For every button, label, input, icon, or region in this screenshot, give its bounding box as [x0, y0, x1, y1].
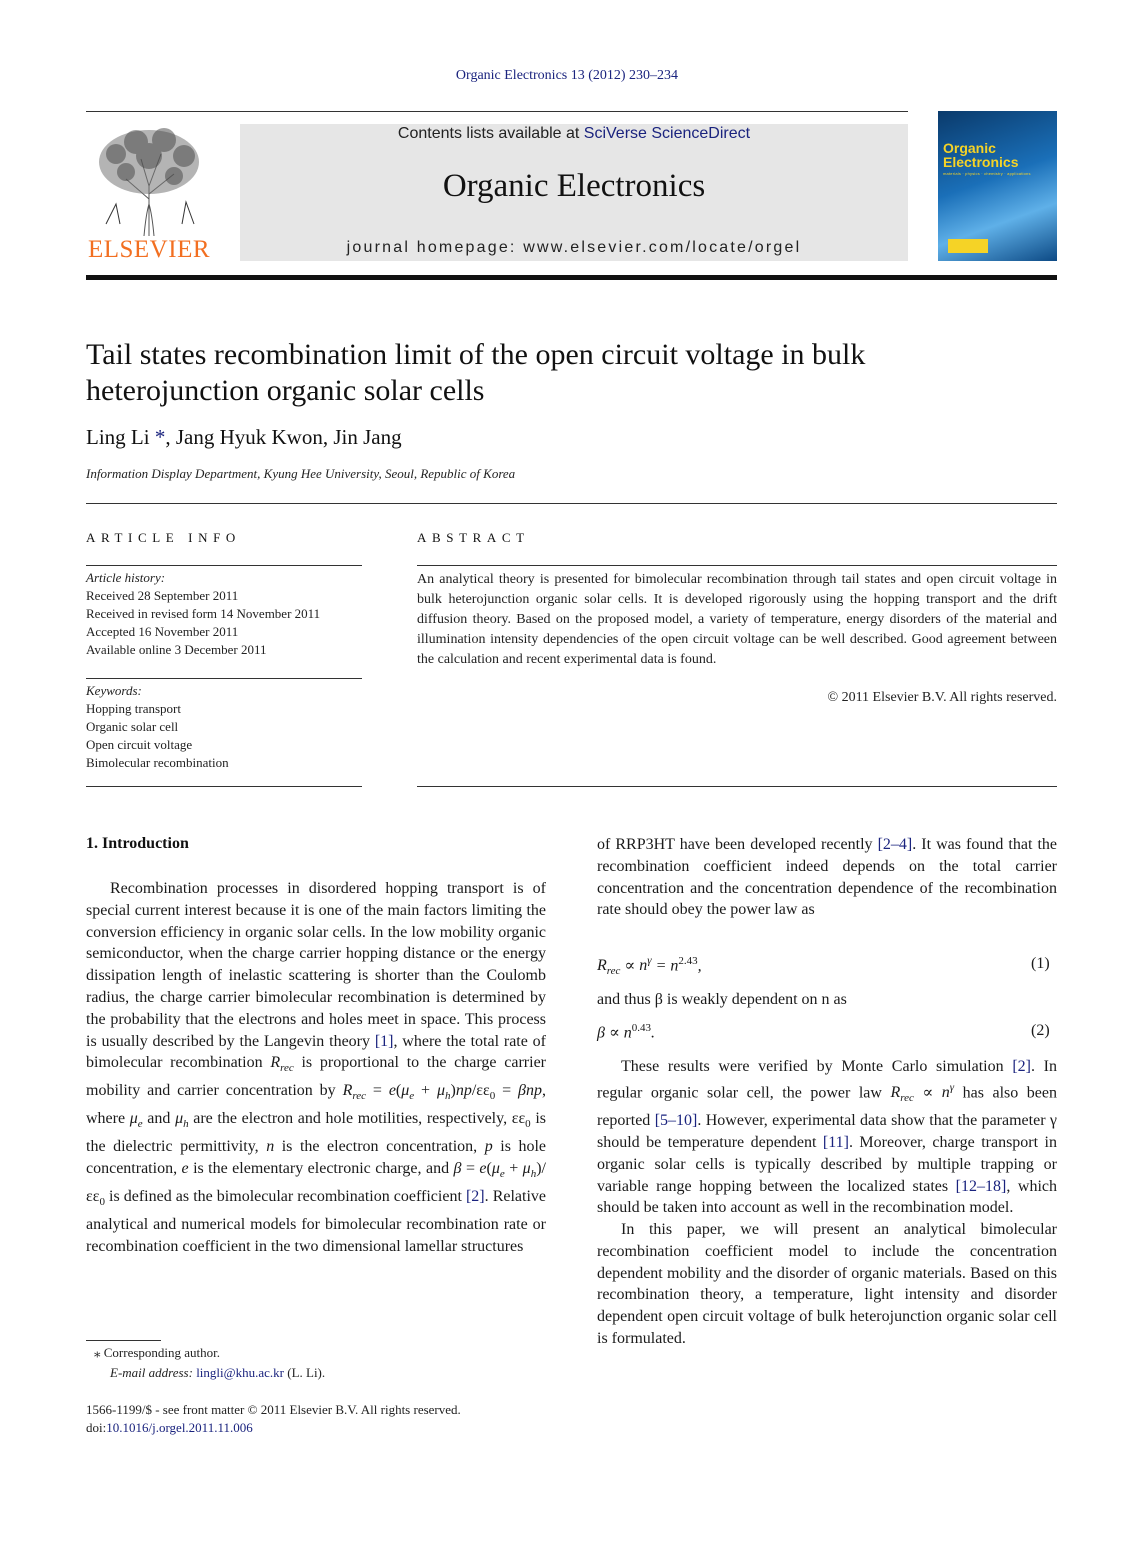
elsevier-wordmark: ELSEVIER: [87, 236, 211, 263]
footnote-marker: ⁎: [94, 1345, 101, 1360]
reference-link[interactable]: [2]: [465, 1188, 485, 1206]
journal-citation[interactable]: Organic Electronics 13 (2012) 230–234: [455, 68, 679, 83]
header-thick-rule: [86, 275, 1057, 280]
equation-bridge-text: and thus β is weakly dependent on n as: [597, 991, 847, 1008]
abstract-rule-top: [417, 565, 1057, 566]
equation-2-number: (2): [1031, 1022, 1050, 1039]
reference-link[interactable]: [2]: [1012, 1058, 1031, 1075]
journal-banner: [240, 124, 908, 261]
cover-decoration: [948, 239, 988, 253]
history-item: Accepted 16 November 2011: [86, 624, 239, 639]
doi-line: doi:10.1016/j.orgel.2011.11.006: [86, 1420, 253, 1435]
abstract-heading: ABSTRACT: [417, 530, 530, 545]
cover-title-line2: Electronics: [943, 154, 1019, 170]
journal-cover-image: [938, 111, 1057, 261]
cover-title-line1: Organic: [943, 140, 996, 156]
keyword-item: Bimolecular recombination: [86, 755, 229, 770]
email-link[interactable]: lingli@khu.ac.kr: [196, 1365, 284, 1380]
section-heading-introduction: 1. Introduction: [86, 835, 189, 852]
journal-homepage[interactable]: journal homepage: www.elsevier.com/locate/orgel: [346, 239, 802, 256]
intro-paragraph-1: Recombination processes in disordered hopping transport is of special current interest because it is one of the main factors limiting the conversion efficiency in organic solar cells. In the low mobility organic semiconductor, when the charge carrier hopping distance or the energy dissipation length of inelastic scattering is shorter than the Coulomb radius, the charge carrier bimolecular recombination is determined by the probability that the electrons and holes meet in space. This process is usually described by the Langevin theory [1], where the total rate of bimolecular recombination $R_{rec}$ is proportional to the charge carrier mobility and carrier concentration by $R_{rec} = e(\mu_e + \mu_h)np/\varepsilon\varepsilon_0 = \beta np$, where $\mu_e$ and $\mu_h$ are the electron and hole motilities, respectively, $\varepsilon\varepsilon_0$ is the dielectric permittivity, n is the electron concentration, p is hole concentration, e is the elementary electronic charge, and $\beta = e(\mu_e + \mu_h)/\varepsilon\varepsilon_0$ is defined as the bimolecular recombination coefficient [2]. Relative analytical and numerical models for bimolecular recombination rate or recombination coefficient in the two dimensional lamellar structures: [86, 880, 547, 1255]
reference-link[interactable]: [1]: [374, 1032, 394, 1050]
author-first: Ling Li: [86, 425, 150, 449]
history-item: Received in revised form 14 November 2011: [86, 606, 321, 621]
cover-subtitle: materials · physics · chemistry · applications: [943, 171, 1031, 176]
intro-right-column-top: [597, 834, 1057, 921]
reference-link[interactable]: [11]: [822, 1133, 849, 1151]
intro-paragraph-continued: of RRP3HT have been developed recently [2–4]. It was found that the recombination coefficient indeed depends on the total carrier concentration and the concentration dependence of the recombination rate should obey the power law as: [597, 836, 1057, 919]
abstract-text: An analytical theory is presented for bimolecular recombination through tail states and open circuit voltage in bulk heterojunction organic solar cells. It is developed rigorously using the hopping transport and the drift diffusion theory. Based on the proposed model, a variety of temperature, energy disorders of the material and illumination intensity dependencies of the open circuit voltage can be well described. Good agreement between the calculation and recent experimental data is found.: [417, 572, 1057, 667]
equation-1-number: (1): [1031, 955, 1050, 972]
history-item: Available online 3 December 2011: [86, 642, 267, 657]
footnote-email: E-mail address: lingli@khu.ac.kr (L. Li).: [110, 1365, 326, 1380]
author-rest: , Jang Hyuk Kwon, Jin Jang: [165, 425, 402, 449]
abstract-rule-bottom: [417, 786, 1057, 787]
keywords-label: Keywords:: [86, 683, 142, 698]
footnote: [94, 1343, 325, 1383]
abstract-copyright: © 2011 Elsevier B.V. All rights reserved.: [827, 690, 1057, 705]
history-label: Article history:: [86, 570, 166, 585]
equation-2: $\beta \propto n^{0.43}$.: [597, 1022, 656, 1042]
intro-paragraph-3: In this paper, we will present an analytical bimolecular recombination coefficient model to include the concentration dependent mobility and the disorder of organic materials. Based on this recombination theory, a temperature, light intensity and disorder dependent open circuit voltage of bulk heterojunction organic solar cell is formulated.: [597, 1221, 1057, 1348]
affiliation: Information Display Department, Kyung Hee University, Seoul, Republic of Korea: [86, 466, 516, 481]
intro-paragraph-2: These results were verified by Monte Carlo simulation [2]. In regular organic solar cell, the power law $R_{rec} \propto n^\gamma$ has also been reported [5–10]. However, experimental data show that the parameter γ should be temperature dependent [11]. Moreover, charge transport in organic solar cells is typically described by multiple trapping or variable range hopping between the localized states [12–18], which should be taken into account as well in the recombination model.: [597, 1058, 1058, 1217]
history-item: Received 28 September 2011: [86, 588, 239, 603]
article-info-rule-mid: [86, 678, 362, 679]
header-rule: [86, 111, 908, 112]
tree-logo-icon: [86, 124, 212, 236]
title-rule: [86, 503, 1057, 504]
keyword-item: Organic solar cell: [86, 719, 179, 734]
article-title: Tail states recombination limit of the open circuit voltage in bulk heterojunction organic solar cells: [86, 338, 866, 407]
corresponding-author-marker[interactable]: *: [149, 425, 166, 449]
article-info-heading: ARTICLE INFO: [86, 530, 241, 545]
footnote-corresponding: ⁎ Corresponding author.: [94, 1345, 221, 1360]
article-info-rule-top: [86, 565, 362, 566]
reference-link[interactable]: [5–10]: [654, 1112, 698, 1130]
author-list: [86, 425, 402, 450]
footnote-rule: [86, 1340, 161, 1341]
reference-link[interactable]: [12–18]: [955, 1177, 1007, 1195]
contents-prefix: Contents lists available at: [397, 125, 584, 142]
doi-link[interactable]: 10.1016/j.orgel.2011.11.006: [106, 1420, 253, 1435]
journal-name: Organic Electronics: [442, 168, 706, 204]
keywords: [86, 682, 229, 772]
intro-left-column: [86, 878, 546, 1258]
front-matter: [86, 1401, 461, 1437]
equation-1: $R_{rec} \propto n^\gamma = n^{2.43}$,: [597, 955, 702, 978]
elsevier-logo: [86, 124, 212, 264]
intro-right-column-bottom: [597, 1056, 1057, 1350]
issn-line: 1566-1199/$ - see front matter © 2011 Elsevier B.V. All rights reserved.: [86, 1402, 461, 1417]
keyword-item: Open circuit voltage: [86, 737, 193, 752]
article-info-rule-bottom: [86, 786, 362, 787]
contents-line: [240, 124, 908, 144]
cover-title: [943, 141, 1018, 169]
reference-link[interactable]: [2–4]: [877, 836, 913, 853]
article-history: [86, 569, 320, 659]
keyword-item: Hopping transport: [86, 701, 181, 716]
sciencedirect-link[interactable]: SciVerse ScienceDirect: [583, 125, 751, 142]
